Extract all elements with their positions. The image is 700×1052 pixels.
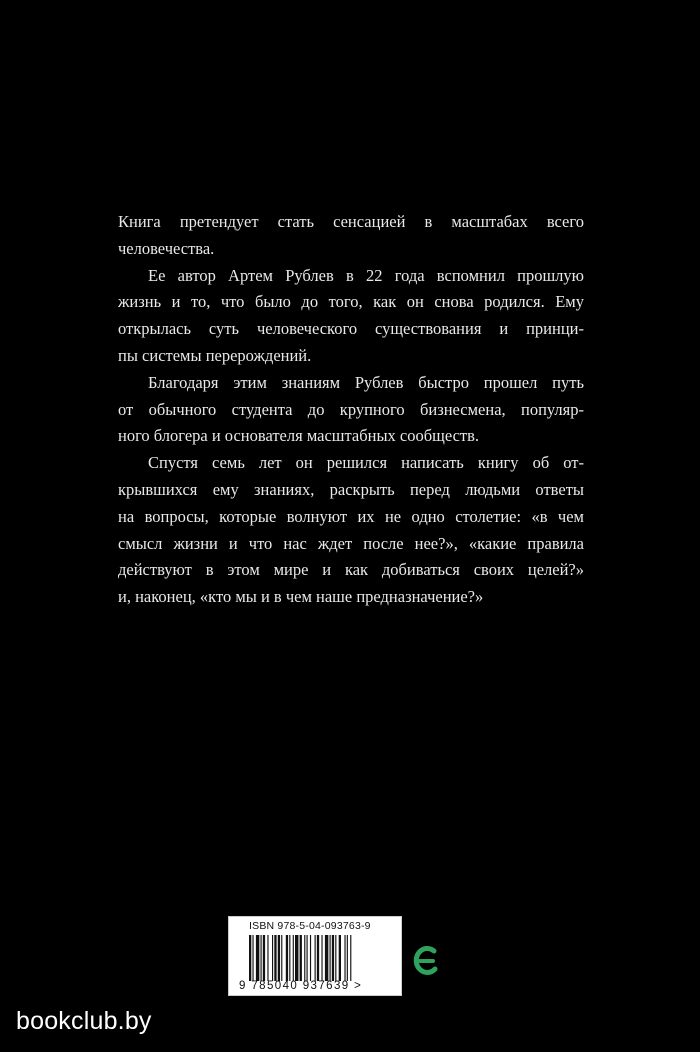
barcode-bar — [293, 935, 294, 981]
barcode-bar — [317, 935, 319, 981]
barcode-bar — [252, 935, 253, 981]
barcode-bar — [295, 935, 298, 981]
barcode-bar — [304, 935, 305, 981]
blurb-line: смысл жизни и что нас ждет после нее?», «какие правила — [118, 533, 584, 553]
barcode-bar — [289, 935, 290, 981]
barcode-bar — [315, 935, 316, 981]
barcode-bar — [261, 935, 262, 981]
blurb-line: Книга претендует стать сенсацией в масштабах всего — [118, 212, 584, 231]
barcode-bar — [286, 935, 288, 981]
barcode-bar — [310, 935, 311, 981]
barcode-bar — [350, 935, 351, 981]
barcode-bar — [307, 935, 308, 981]
barcode-bar — [249, 935, 251, 981]
blurb-line: и, наконец, «кто мы и в чем наше предназначение?» — [118, 587, 484, 607]
barcode-bar — [321, 935, 322, 981]
blurb-line: жизнь и то, что было до того, как он снова родился. Ему — [118, 292, 584, 312]
back-cover-blurb — [118, 209, 584, 611]
barcode-bar — [344, 935, 345, 981]
eksmo-logo-icon — [410, 942, 440, 980]
barcode-bar — [335, 935, 336, 981]
barcode-bars — [249, 935, 399, 981]
blurb-line: крывшихся ему знаниях, раскрыть перед людьми ответы — [118, 479, 584, 499]
barcode-bar — [256, 935, 259, 981]
barcode-bar — [274, 935, 276, 981]
blurb-line: от обычного студента до крупного бизнесмена, популяр- — [118, 399, 584, 419]
barcode-bar — [332, 935, 334, 981]
blurb-line: на вопросы, которые волнуют их не одно столетие: «в чем — [118, 506, 584, 526]
barcode-bar — [339, 935, 341, 981]
blurb-line: действуют в этом мире и как добиваться своих целей?» — [118, 560, 584, 580]
barcode-bar — [330, 935, 331, 981]
isbn-label: ISBN 978-5-04-093763-9 — [249, 920, 371, 932]
blurb-line: Благодаря этим знаниям Рублев быстро прошел путь — [148, 372, 584, 392]
watermark-site: bookclub.by — [16, 1007, 152, 1035]
blurb-line: человечества. — [118, 238, 215, 258]
barcode-bar — [267, 935, 268, 981]
barcode-bar — [281, 935, 282, 981]
blurb-line: Ее автор Артем Рублев в 22 года вспомнил прошлую — [148, 265, 584, 285]
barcode-bar — [325, 935, 328, 981]
ean-digits: 9 785040 937639 > — [239, 980, 363, 992]
blurb-line: пы системы перерождений. — [118, 345, 312, 365]
barcode-bar — [263, 935, 265, 981]
isbn-barcode — [228, 916, 402, 996]
barcode-bar — [347, 935, 348, 981]
barcode-bar — [300, 935, 302, 981]
barcode-bar — [278, 935, 280, 981]
blurb-line: ного блогера и основателя масштабных сообществ. — [118, 426, 480, 446]
barcode-bar — [272, 935, 273, 981]
blurb-line: открылась суть человеческого существования и принци- — [118, 319, 584, 339]
blurb-line: Спустя семь лет он решился написать книгу об от- — [148, 453, 584, 473]
